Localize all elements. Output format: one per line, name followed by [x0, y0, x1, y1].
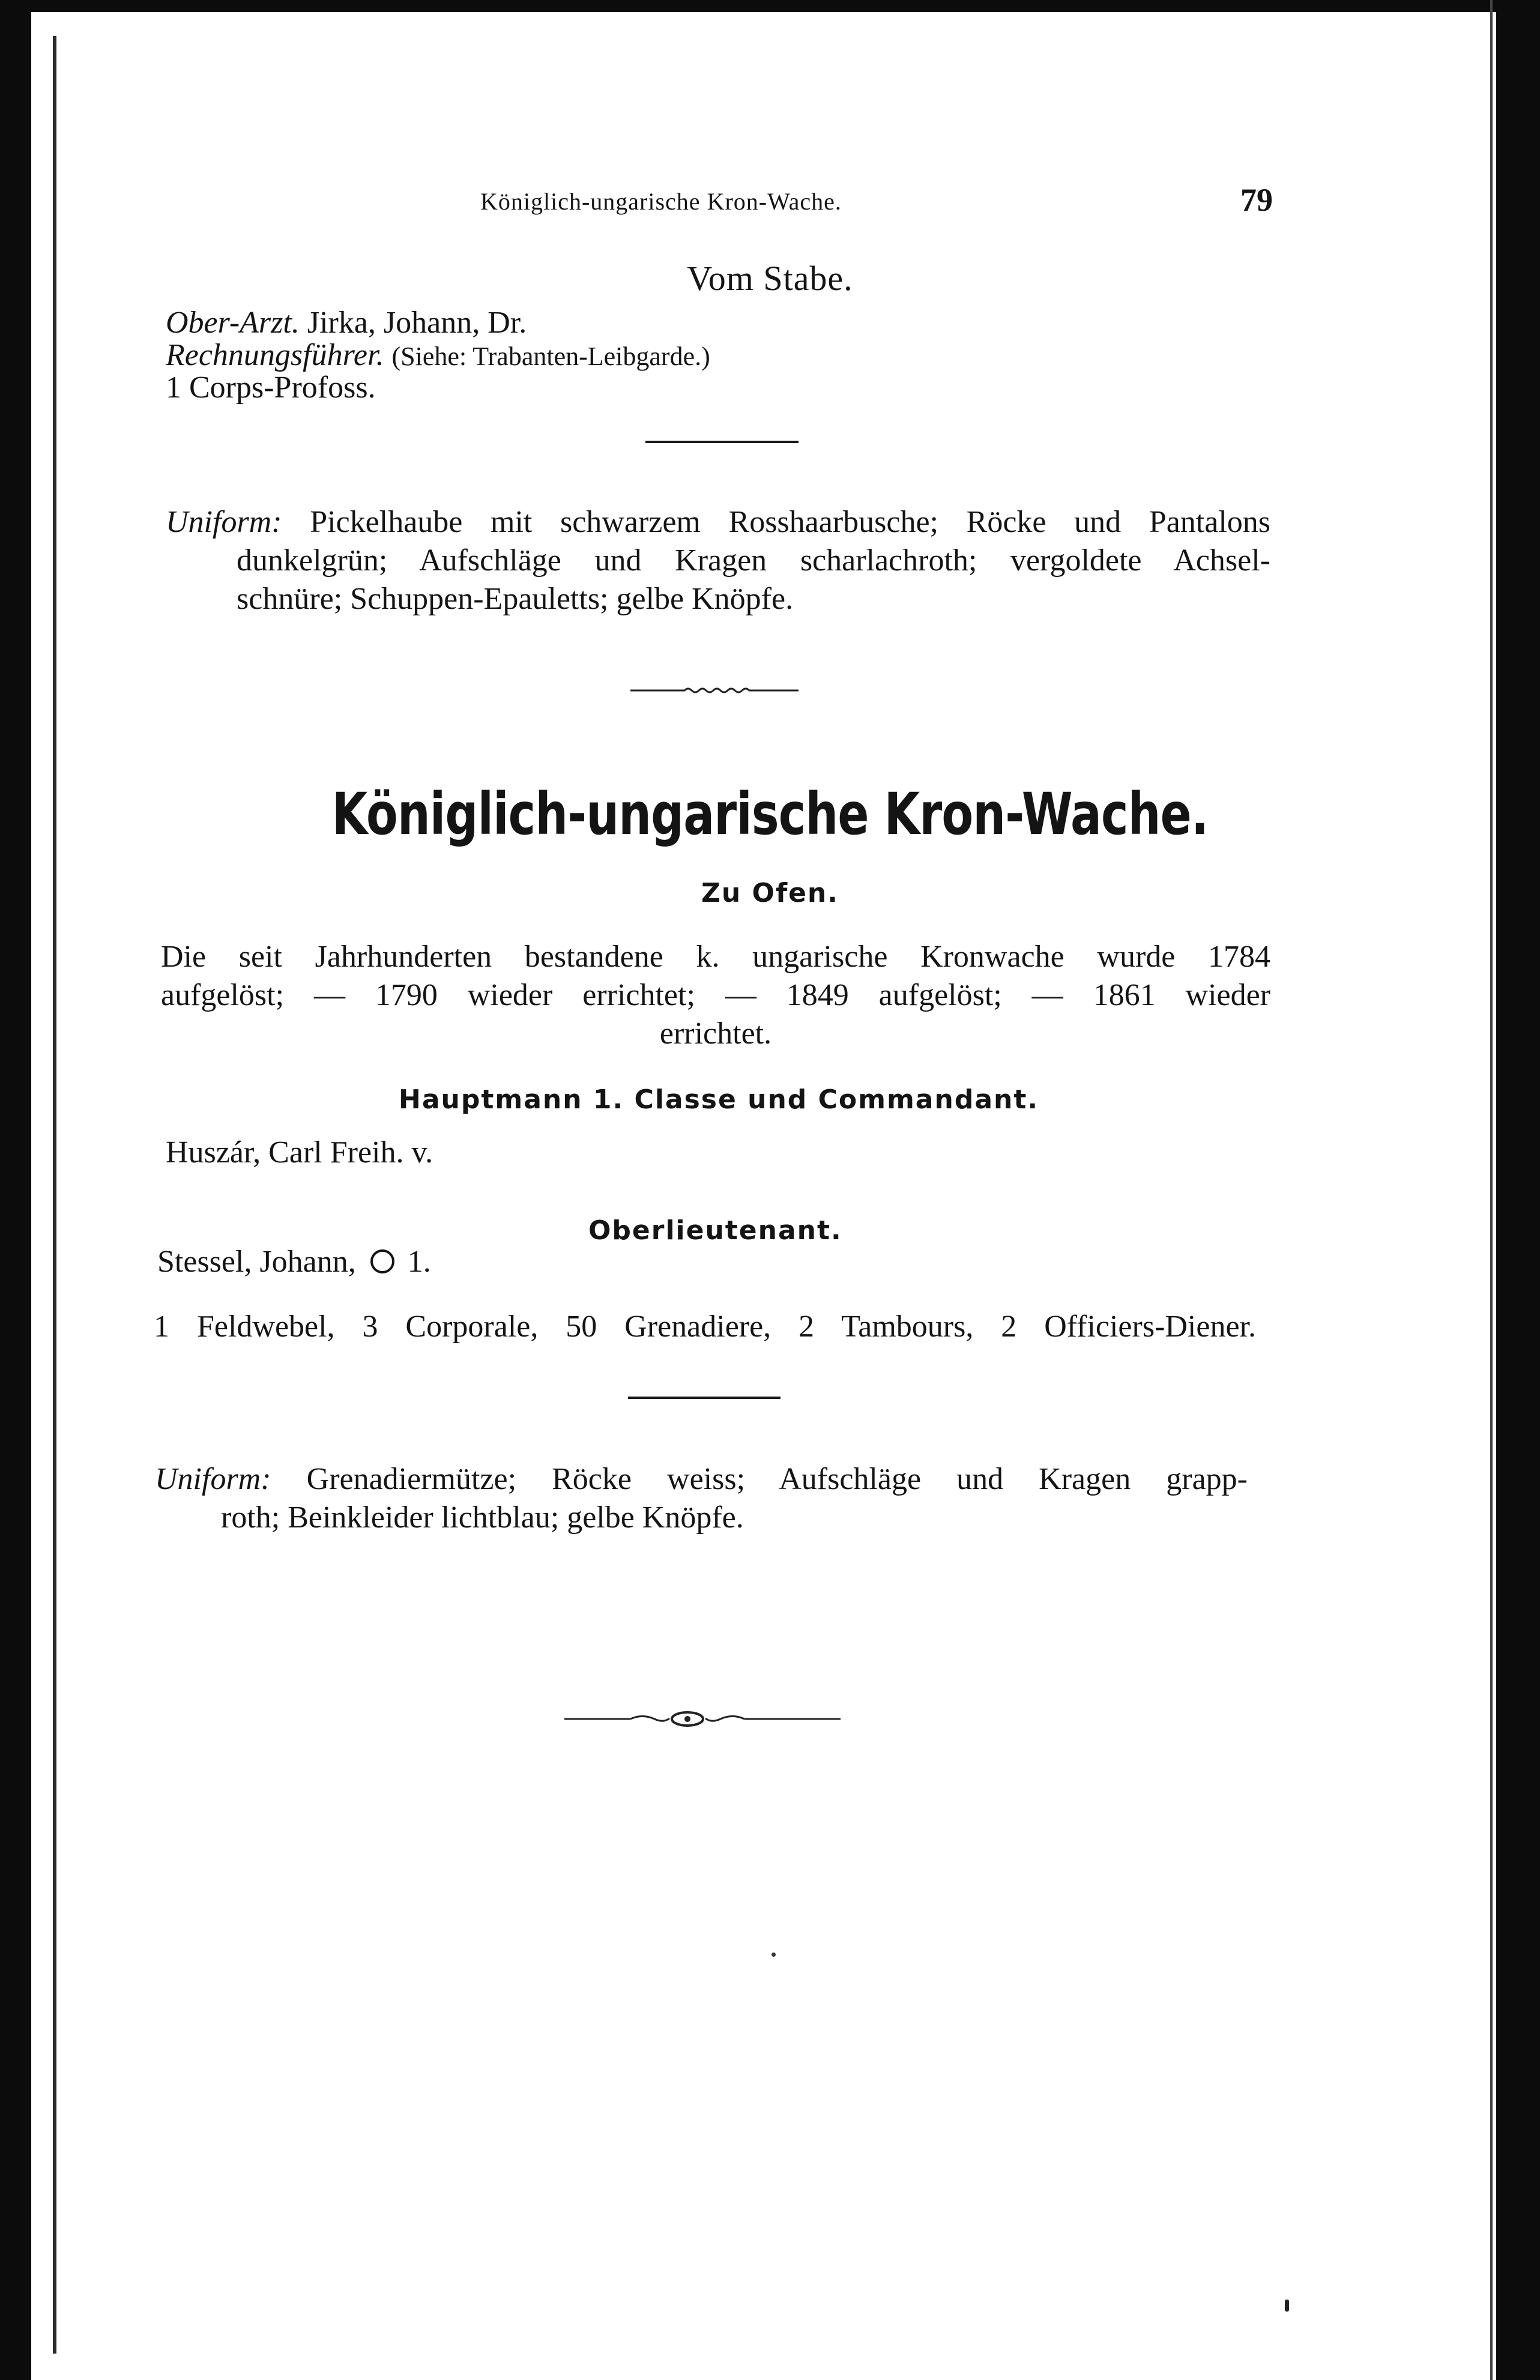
history-line: Die seit Jahrhunderten bestandene k. ungarische Kronwache wurde 1784 [161, 940, 1270, 974]
uniform-label: Uniform: [155, 1462, 271, 1496]
staff-line-1 [166, 305, 527, 340]
page-edge-line [1490, 0, 1493, 2380]
staff-line-2 [166, 337, 710, 373]
history-paragraph [161, 938, 1270, 1053]
staff-line-3 [166, 370, 376, 405]
scan-border-right [1496, 0, 1540, 2380]
main-title: Königlich-ungarische Kron-Wache. [331, 781, 1209, 848]
decoration-class: 1. [407, 1245, 431, 1279]
lieutenant-name: Stessel, Johann, [157, 1245, 356, 1279]
order-circle-icon [369, 1248, 396, 1275]
history-line: errichtet. [659, 1016, 772, 1051]
end-ornament [564, 1710, 841, 1728]
uniform-paragraph-1 [166, 503, 1270, 618]
section-rule [645, 441, 799, 443]
staff-person: Jirka, Johann, Dr. [307, 306, 527, 340]
history-line: aufgelöst; — 1790 wieder errichtet; — 1849 aufgelöst; — 1861 wieder [161, 978, 1270, 1012]
uniform-paragraph-2 [155, 1460, 1248, 1537]
staff-person: (Siehe: Trabanten-Leibgarde.) [391, 342, 710, 371]
page-number: 79 [1240, 182, 1273, 218]
uniform-text: schnüre; Schuppen-Epauletts; gelbe Knöpfe. [237, 582, 794, 616]
uniform-label: Uniform: [166, 505, 282, 539]
staff-heading: Vom Stabe. [687, 259, 853, 298]
staff-role: Rechnungsführer. [166, 338, 384, 372]
uniform-text: Grenadiermütze; Röcke weiss; Aufschläge und Kragen grapp- [306, 1462, 1248, 1496]
lieutenant-line [157, 1244, 431, 1279]
strength-line: 1 Feldwebel, 3 Corporale, 50 Grenadiere, 2 Tambours, 2 Officiers-Diener. [154, 1309, 1256, 1344]
uniform-text: Pickelhaube mit schwarzem Rosshaarbusche; Röcke und Pantalons [310, 505, 1270, 539]
location-heading: Zu Ofen. [701, 878, 839, 908]
wavy-divider-ornament [630, 684, 799, 696]
lieutenant-heading: Oberlieutenant. [588, 1215, 842, 1246]
speck [772, 1953, 776, 1957]
staff-person: 1 Corps-Profoss. [166, 370, 376, 405]
uniform-text: dunkelgrün; Aufschläge und Kragen scharlachroth; vergoldete Achsel- [237, 543, 1270, 578]
staff-role: Ober-Arzt. [166, 306, 300, 340]
running-head: Königlich-ungarische Kron-Wache. [480, 188, 842, 215]
scan-border-left [0, 0, 31, 2380]
uniform-text: roth; Beinkleider lichtblau; gelbe Knöpfe. [221, 1500, 744, 1535]
scan-border-top [0, 0, 1540, 12]
captain-name: Huszár, Carl Freih. v. [166, 1135, 433, 1170]
page-gutter-line [53, 36, 56, 2354]
section-rule [628, 1397, 781, 1399]
speck [1285, 2300, 1289, 2312]
captain-heading: Hauptmann 1. Classe und Commandant. [399, 1084, 1039, 1115]
